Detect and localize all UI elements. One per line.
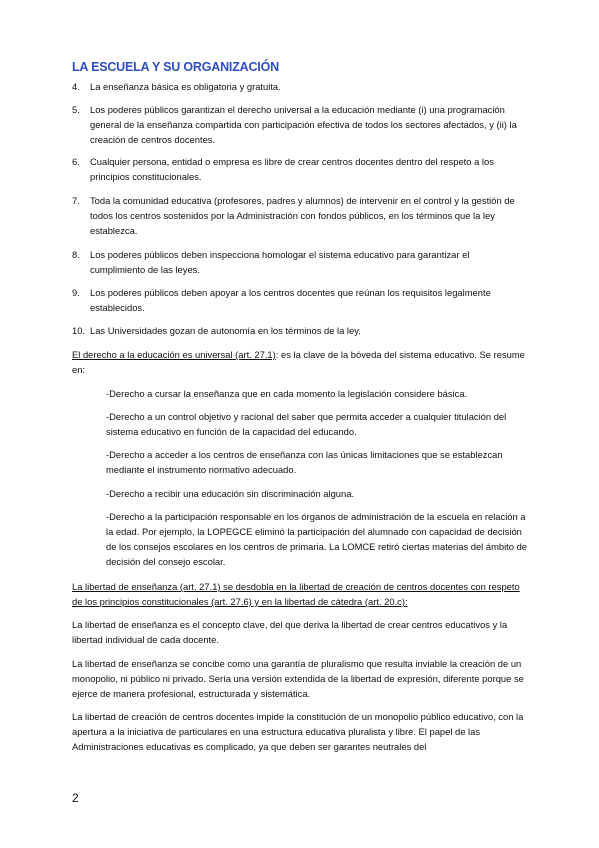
- section-heading: LA ESCUELA Y SU ORGANIZACIÓN: [72, 60, 279, 74]
- list-text: Cualquier persona, entidad o empresa es libre de crear centros docentes dentro del respeto a los principios constitucionales.: [90, 156, 494, 182]
- sub-item: -Derecho a la participación responsable en los órganos de administración de la escuela en relación a la edad. Por ejemplo, la LOPEGCE eliminó la participación del alumnado con capacidad de decisión de los consejos escolares en los centros de primaria. La LOMCE retiró ciertas materias del ámbito de decisión del consejo escolar.: [106, 511, 528, 567]
- list-text: Los poderes públicos deben inspecciona homologar el sistema educativo para garantizar el cumplimiento de las leyes.: [90, 249, 470, 275]
- derecho-text: : es la clave de la bóveda del sistema educativo. Se resume en:: [72, 349, 525, 375]
- list-number: 5.: [72, 104, 80, 115]
- list-item: [72, 102, 527, 147]
- list-number: 8.: [72, 249, 80, 260]
- sub-item: -Derecho a recibir una educación sin discriminación alguna.: [106, 488, 355, 499]
- list-item: [72, 79, 527, 94]
- list-number: 7.: [72, 195, 80, 206]
- list-item: [72, 285, 527, 315]
- page-number: 2: [72, 791, 79, 805]
- list-number: 10.: [72, 325, 86, 336]
- body-paragraph: La libertad de enseñanza se concibe como una garantía de pluralismo que resulta inviable la creación de un monopolio, ni público ni privado. Sería una versión extendida de la libertad de expresión, diferente porque se ejerce de manera profesional, estructurada y sistemática.: [72, 658, 524, 699]
- list-text: La enseñanza básica es obligatoria y gratuita.: [90, 81, 281, 92]
- list-number: 6.: [72, 156, 80, 167]
- libertad-heading: La libertad de enseñanza (art. 27.1) se desdobla en la libertad de creación de centros docentes con respeto de los principios constitucionales (art. 27.6) y en la libertad de cátedra (art. 20.c):: [72, 581, 520, 607]
- body-paragraph: La libertad de enseñanza es el concepto clave, del que deriva la libertad de crear centros educativos y la libertad individual de cada docente.: [72, 619, 508, 645]
- sub-item: -Derecho a acceder a los centros de enseñanza con las únicas limitaciones que se establezcan mediante el instrumento normativo adecuado.: [106, 449, 503, 475]
- list-item: [72, 154, 527, 184]
- derecho-paragraph: [72, 347, 528, 377]
- list-item: [72, 193, 527, 238]
- body-paragraph: La libertad de creación de centros docentes impide la constitución de un monopolio público educativo, con la apertura a la iniciativa de particulares en una estructura educativa pluralista y libre. El papel de las Administraciones educativas es complicado, ya que deben ser garantes neutrales del: [72, 711, 524, 752]
- list-number: 4.: [72, 81, 80, 92]
- sub-item: -Derecho a cursar la enseñanza que en cada momento la legislación considere básica.: [106, 388, 468, 399]
- list-text: Los poderes públicos garantizan el derecho universal a la educación mediante (i) una programación general de la enseñanza compartida con participación efectiva de todos los sectores afectados, y (ii) la creación de centros docentes.: [90, 104, 517, 145]
- list-text: Toda la comunidad educativa (profesores, padres y alumnos) de intervenir en el control y la gestión de todos los centros sostenidos por la Administración con fondos públicos, en los términos que la ley establezca.: [90, 195, 515, 236]
- sub-item: -Derecho a un control objetivo y racional del saber que permita acceder a cualquier titulación del sistema educativo en función de la capacidad del educando.: [106, 411, 507, 437]
- derecho-heading: El derecho a la educación es universal (art. 27.1): [72, 349, 276, 360]
- list-text: Las Universidades gozan de autonomía en los términos de la ley.: [90, 325, 361, 336]
- list-item: [72, 323, 527, 338]
- list-number: 9.: [72, 287, 80, 298]
- list-item: [72, 247, 527, 277]
- list-text: Los poderes públicos deben apoyar a los centros docentes que reúnan los requisitos legalmente establecidos.: [90, 287, 491, 313]
